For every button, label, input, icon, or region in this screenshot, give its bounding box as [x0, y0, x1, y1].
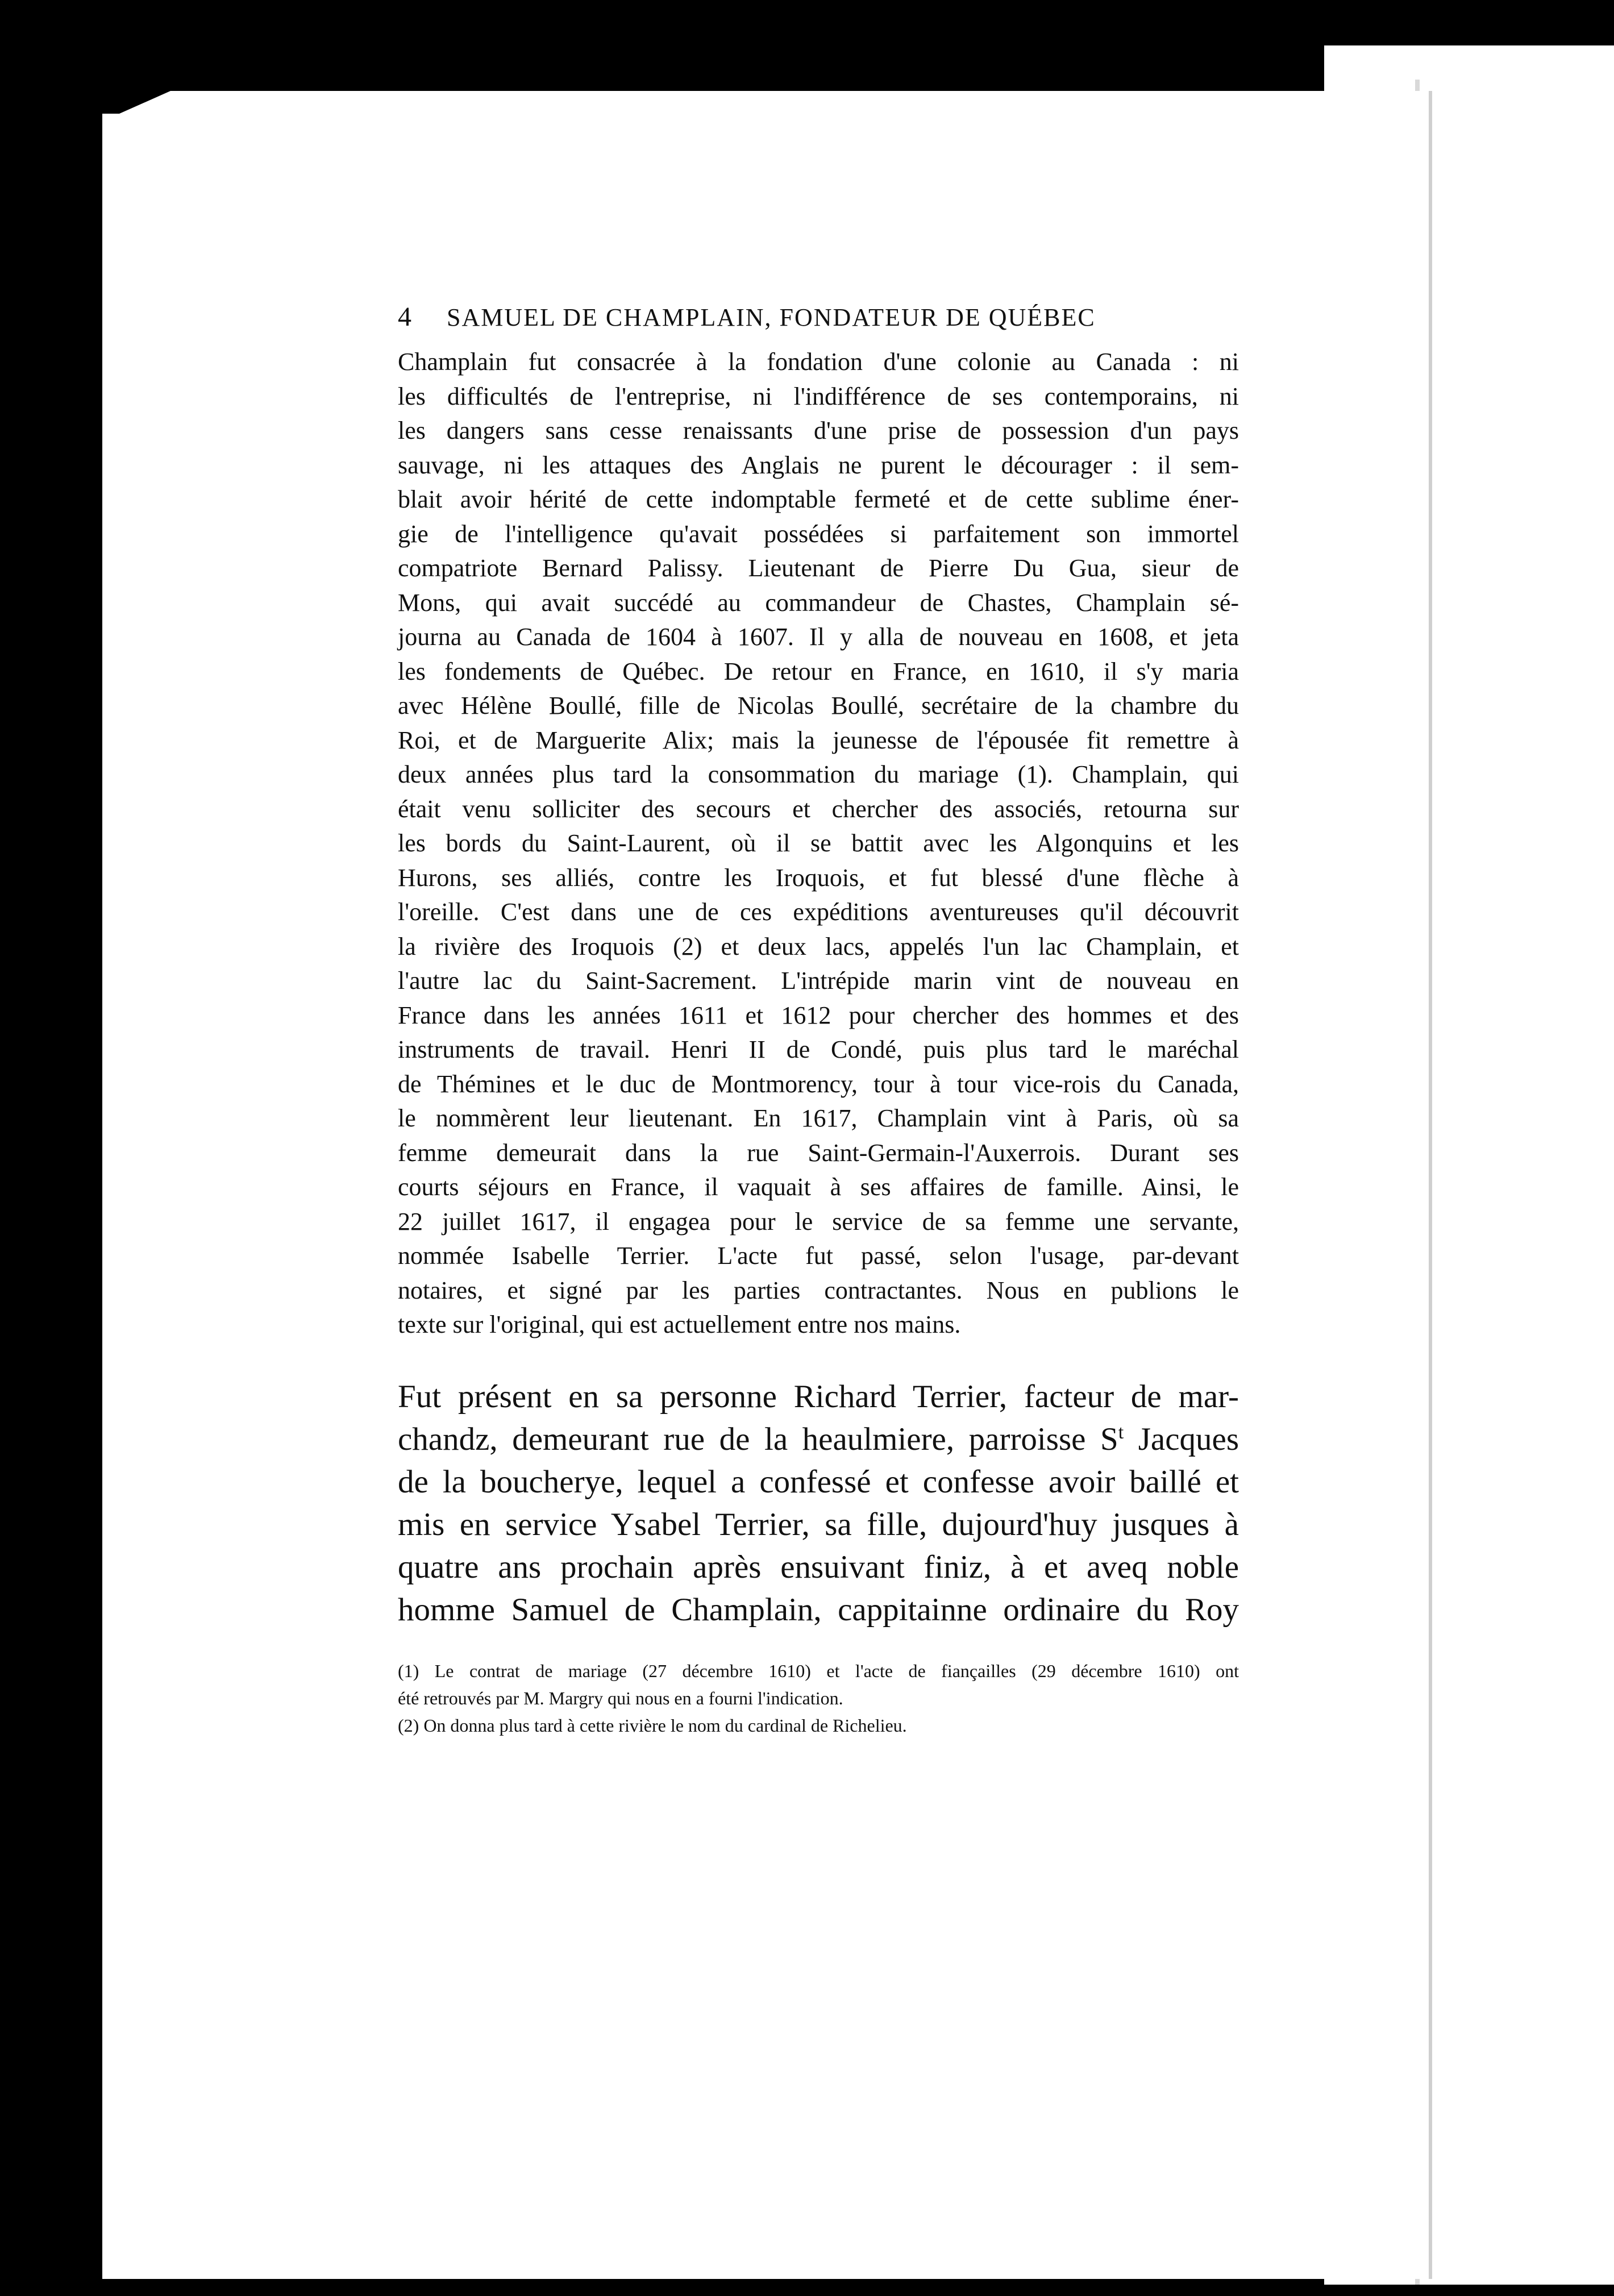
body-line: la rivière des Iroquois (2) et deux lacs, appelés l'un lac Champlain, et	[398, 932, 1239, 960]
body-line: blait avoir hérité de cette indomptable fermeté et de cette sublime éner-	[398, 485, 1239, 513]
body-line: le nommèrent leur lieutenant. En 1617, Champlain vint à Paris, où sa	[398, 1104, 1239, 1132]
body-line: gie de l'intelligence qu'avait possédées si parfaitement son immortel	[398, 519, 1239, 548]
body-line: de Thémines et le duc de Montmorency, tour à tour vice-rois du Canada,	[398, 1070, 1239, 1098]
footnote-line: été retrouvés par M. Margry qui nous en a fourni l'indication.	[398, 1687, 843, 1708]
quote-line: Fut présent en sa personne Richard Terrier, facteur de mar-	[398, 1378, 1239, 1415]
body-line: était venu solliciter des secours et chercher des associés, retourna sur	[398, 795, 1239, 823]
body-line: Champlain fut consacrée à la fondation d'une colonie au Canada : ni	[398, 348, 1239, 376]
body-line: notaires, et signé par les parties contractantes. Nous en publions le	[398, 1276, 1239, 1304]
footnote-line: (1) Le contrat de mariage (27 décembre 1610) et l'acte de fiançailles (29 décembre 1610) ont	[398, 1660, 1239, 1681]
quote-line: quatre ans prochain après ensuivant finiz, à et aveq noble	[398, 1549, 1239, 1585]
body-line: journa au Canada de 1604 à 1607. Il y alla de nouveau en 1608, et jeta	[398, 623, 1239, 651]
body-line: sauvage, ni les attaques des Anglais ne purent le décourager : il sem-	[398, 451, 1239, 479]
quote-line: de la boucherye, lequel a confessé et confesse avoir baillé et	[398, 1463, 1239, 1500]
body-line: Mons, qui avait succédé au commandeur de Chastes, Champlain sé-	[398, 588, 1239, 617]
body-line: les difficultés de l'entreprise, ni l'indifférence de ses contemporains, ni	[398, 382, 1239, 410]
quote-line-text: chandz, demeurant rue de la heaulmiere, parroisse S	[398, 1421, 1118, 1457]
quote-line: homme Samuel de Champlain, cappitainne ordinaire du Roy	[398, 1591, 1239, 1628]
body-line: texte sur l'original, qui est actuellement entre nos mains.	[398, 1311, 961, 1338]
body-line: Roi, et de Marguerite Alix; mais la jeunesse de l'épousée fit remettre à	[398, 726, 1239, 754]
body-line: les bords du Saint-Laurent, où il se battit avec les Algonquins et les	[398, 829, 1239, 857]
body-line: les fondements de Québec. De retour en France, en 1610, il s'y maria	[398, 657, 1239, 685]
quoted-deed	[398, 1375, 1239, 1631]
body-line: 22 juillet 1617, il engagea pour le service de sa femme une servante,	[398, 1207, 1239, 1236]
body-line: Hurons, ses alliés, contre les Iroquois, et fut blessé d'une flèche à	[398, 863, 1239, 892]
superscript: t	[1118, 1421, 1124, 1443]
quote-line-tail: Jacques	[1124, 1421, 1239, 1457]
body-line: France dans les années 1611 et 1612 pour chercher des hommes et des	[398, 1001, 1239, 1029]
footnote-line: (2) On donna plus tard à cette rivière le nom du cardinal de Richelieu.	[398, 1715, 907, 1736]
body-line: compatriote Bernard Palissy. Lieutenant de Pierre Du Gua, sieur de	[398, 554, 1239, 582]
running-head	[398, 301, 1239, 332]
page-content	[398, 301, 1239, 1739]
body-line: les dangers sans cesse renaissants d'une prise de possession d'un pays	[398, 417, 1239, 444]
body-line: instruments de travail. Henri II de Condé, puis plus tard le maréchal	[398, 1035, 1239, 1063]
running-title: SAMUEL DE CHAMPLAIN, FONDATEUR DE QUÉBEC	[447, 303, 1096, 331]
page-number: 4	[398, 302, 413, 332]
quote-line: mis en service Ysabel Terrier, sa fille, dujourd'huy jusques à	[398, 1506, 1239, 1542]
body-paragraph	[398, 345, 1239, 1342]
body-line: courts séjours en France, il vaquait à ses affaires de famille. Ainsi, le	[398, 1173, 1239, 1201]
body-line: avec Hélène Boullé, fille de Nicolas Boullé, secrétaire de la chambre du	[398, 692, 1239, 719]
page-edge	[1429, 91, 1432, 2279]
footnotes	[398, 1657, 1239, 1739]
body-line: l'autre lac du Saint-Sacrement. L'intrépide marin vint de nouveau en	[398, 967, 1239, 995]
body-line: femme demeurait dans la rue Saint-Germain-l'Auxerrois. Durant ses	[398, 1138, 1239, 1167]
body-line: deux années plus tard la consommation du mariage (1). Champlain, qui	[398, 760, 1239, 788]
quote-line	[398, 1418, 1239, 1461]
body-line: nommée Isabelle Terrier. L'acte fut passé, selon l'usage, par-devant	[398, 1242, 1239, 1270]
body-line: l'oreille. C'est dans une de ces expéditions aventureuses qu'il découvrit	[398, 898, 1239, 926]
